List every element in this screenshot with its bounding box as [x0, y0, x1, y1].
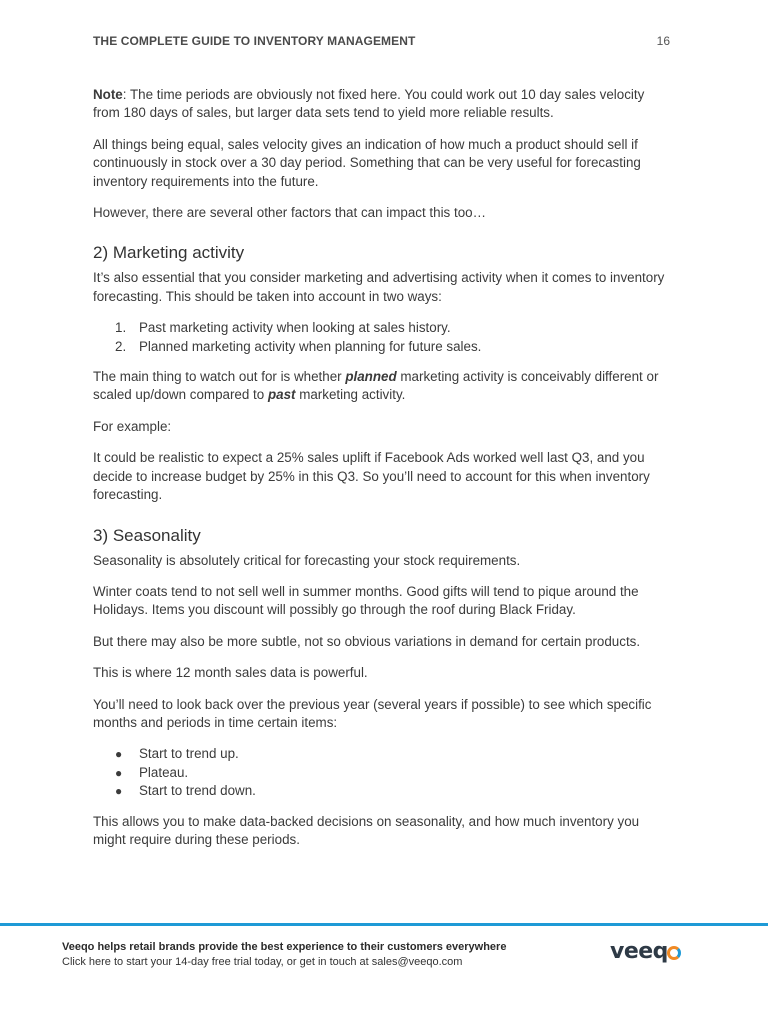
text-run: The main thing to watch out for is whether [93, 369, 346, 385]
emphasis-planned: planned [345, 369, 397, 385]
list-item-text: Start to trend down. [139, 783, 256, 799]
bullet-icon: ● [115, 784, 123, 799]
seasonality-conclusion: This allows you to make data-backed decisions on seasonality, and how much inventory you might require during these periods. [93, 813, 640, 847]
logo-ring-icon [667, 946, 681, 960]
seasonality-intro: Seasonality is absolutely critical for forecasting your stock requirements. [93, 552, 521, 568]
footer-tagline: Veeqo helps retail brands provide the best experience to their customers everywhere [62, 941, 507, 953]
footer-divider [0, 923, 768, 926]
text-run: marketing activity. [295, 387, 406, 403]
logo-wordmark: veeq [610, 938, 668, 964]
footer [62, 940, 506, 970]
marketing-numbered-list [93, 319, 673, 356]
list-item [93, 319, 673, 337]
heading-marketing-activity: 2) Marketing activity [93, 243, 245, 263]
text-run: marketing activity is conceivably different or scaled up/down compared to [93, 369, 659, 403]
list-item [93, 338, 673, 356]
note-text: : The time periods are obviously not fixed here. You could work out 10 day sales velocity from 180 days of sales, but larger data sets tend to yield more reliable results. [93, 87, 645, 121]
seasonality-powerful: This is where 12 month sales data is powerful. [93, 665, 368, 681]
page-body [93, 86, 673, 862]
list-item [93, 745, 673, 763]
footer-cta-link[interactable]: Click here to start your 14-day free trial today, or get in touch at sales@veeqo.com [62, 956, 463, 968]
list-item-text: Past marketing activity when looking at sales history. [139, 320, 451, 336]
marketing-intro: It’s also essential that you consider marketing and advertising activity when it comes to inventory forecasting. This should be taken into account in two ways: [93, 270, 665, 304]
page-number: 16 [656, 34, 670, 48]
bullet-icon: ● [115, 765, 123, 780]
list-item-text: Start to trend up. [139, 746, 239, 762]
list-item [93, 764, 673, 782]
document-title: THE COMPLETE GUIDE TO INVENTORY MANAGEMENT [93, 34, 416, 48]
veeqo-logo[interactable] [610, 936, 681, 966]
seasonality-look-back: You’ll need to look back over the previous year (several years if possible) to see which specific months and periods in time certain items: [93, 696, 652, 730]
paragraph-however: However, there are several other factors that can impact this too… [93, 205, 486, 221]
bullet-icon: ● [115, 747, 123, 762]
page-header [93, 32, 670, 50]
seasonality-subtle: But there may also be more subtle, not so obvious variations in demand for certain products. [93, 633, 641, 649]
list-item-text: Planned marketing activity when planning for future sales. [139, 338, 482, 354]
for-example-label: For example: [93, 418, 172, 434]
list-item-text: Plateau. [139, 764, 189, 780]
heading-seasonality: 3) Seasonality [93, 525, 201, 545]
note-label: Note [93, 87, 123, 102]
list-number: 1. [115, 320, 127, 336]
seasonality-winter: Winter coats tend to not sell well in summer months. Good gifts will tend to pique around the Holidays. Items you discount will possibly go through the roof during Black Friday. [93, 583, 639, 618]
paragraph-all-things-equal: All things being equal, sales velocity gives an indication of how much a product should sell if continuously in stock over a 30 day period. Something that can be very useful for forecasting inventory requirements into the future. [93, 136, 641, 189]
seasonality-bullet-list [93, 745, 673, 800]
list-number: 2. [115, 338, 127, 354]
marketing-watch-paragraph [93, 368, 673, 405]
marketing-example: It could be realistic to expect a 25% sales uplift if Facebook Ads worked well last Q3, and you decide to increase budget by 25% in this Q3. So you’ll need to account for this when inventory forecasting. [93, 450, 650, 503]
list-item [93, 782, 673, 800]
emphasis-past: past [267, 387, 296, 403]
note-paragraph [93, 86, 673, 123]
